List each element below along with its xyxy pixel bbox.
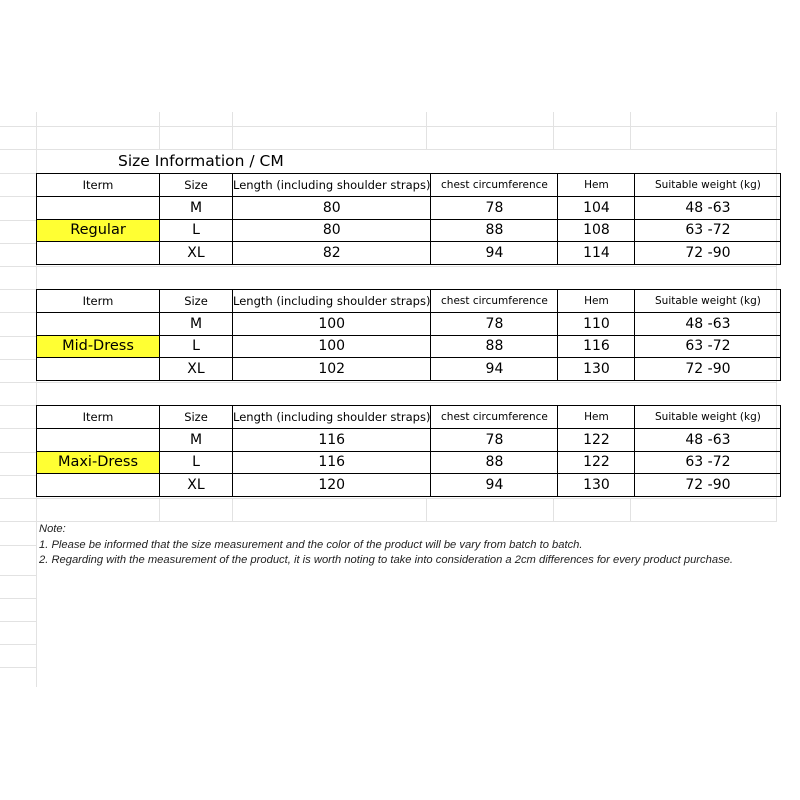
weight-cell: 63 -72 [635, 451, 781, 474]
header-weight: Suitable weight (kg) [635, 174, 781, 197]
chest-cell: 88 [431, 219, 558, 242]
length-cell: 102 [233, 358, 431, 381]
category-label-regular: Regular [37, 219, 160, 242]
hem-cell: 108 [558, 219, 635, 242]
table-row [37, 428, 781, 451]
table-row [37, 219, 781, 242]
table-header-row [37, 406, 781, 429]
length-cell: 82 [233, 242, 431, 265]
size-cell: M [160, 196, 233, 219]
table-row [37, 358, 781, 381]
size-cell: L [160, 335, 233, 358]
table-header-row [37, 290, 781, 313]
size-table-maxi-dress [36, 405, 781, 497]
weight-cell: 48 -63 [635, 196, 781, 219]
notes-block [39, 522, 733, 569]
hem-cell: 130 [558, 474, 635, 497]
size-cell: M [160, 428, 233, 451]
notes-heading: Note: [39, 523, 66, 535]
header-weight: Suitable weight (kg) [635, 290, 781, 313]
note-line-1: 1. Please be informed that the size measurement and the color of the product will be vary from batch to batch. [39, 538, 583, 551]
header-item: Iterm [37, 406, 160, 429]
header-item: Iterm [37, 174, 160, 197]
chest-cell: 94 [431, 358, 558, 381]
category-cell-empty [37, 358, 160, 381]
length-cell: 100 [233, 312, 431, 335]
hem-cell: 130 [558, 358, 635, 381]
hem-cell: 122 [558, 451, 635, 474]
chest-cell: 94 [431, 242, 558, 265]
weight-cell: 48 -63 [635, 312, 781, 335]
weight-cell: 63 -72 [635, 335, 781, 358]
header-size: Size [160, 290, 233, 313]
category-label-mid-dress: Mid-Dress [37, 335, 160, 358]
weight-cell: 72 -90 [635, 358, 781, 381]
weight-cell: 72 -90 [635, 242, 781, 265]
header-item: Iterm [37, 290, 160, 313]
table-row [37, 474, 781, 497]
category-cell-empty [37, 242, 160, 265]
length-cell: 80 [233, 196, 431, 219]
category-cell-empty [37, 428, 160, 451]
chest-cell: 78 [431, 428, 558, 451]
size-cell: L [160, 219, 233, 242]
hem-cell: 104 [558, 196, 635, 219]
header-chest: chest circumference [431, 406, 558, 429]
size-table-mid-dress [36, 289, 781, 381]
hem-cell: 110 [558, 312, 635, 335]
size-cell: XL [160, 474, 233, 497]
chest-cell: 88 [431, 451, 558, 474]
chest-cell: 88 [431, 335, 558, 358]
category-cell-empty [37, 312, 160, 335]
size-cell: M [160, 312, 233, 335]
size-cell: L [160, 451, 233, 474]
weight-cell: 63 -72 [635, 219, 781, 242]
chest-cell: 78 [431, 312, 558, 335]
size-cell: XL [160, 242, 233, 265]
header-size: Size [160, 406, 233, 429]
length-cell: 80 [233, 219, 431, 242]
table-header-row [37, 174, 781, 197]
category-label-maxi-dress: Maxi-Dress [37, 451, 160, 474]
chest-cell: 94 [431, 474, 558, 497]
note-line-2: 2. Regarding with the measurement of the product, it is worth noting to take into consideration a 2cm differences for every product purchase. [39, 554, 733, 567]
header-length: Length (including shoulder straps) [233, 290, 431, 313]
category-cell-empty [37, 474, 160, 497]
size-table-regular [36, 173, 781, 265]
header-length: Length (including shoulder straps) [233, 406, 431, 429]
weight-cell: 72 -90 [635, 474, 781, 497]
header-hem: Hem [558, 406, 635, 429]
length-cell: 100 [233, 335, 431, 358]
chest-cell: 78 [431, 196, 558, 219]
category-cell-empty [37, 196, 160, 219]
table-row [37, 451, 781, 474]
length-cell: 116 [233, 451, 431, 474]
table-row [37, 335, 781, 358]
hem-cell: 116 [558, 335, 635, 358]
table-row [37, 312, 781, 335]
header-chest: chest circumference [431, 174, 558, 197]
hem-cell: 122 [558, 428, 635, 451]
page-title: Size Information / CM [118, 152, 284, 170]
header-chest: chest circumference [431, 290, 558, 313]
length-cell: 116 [233, 428, 431, 451]
weight-cell: 48 -63 [635, 428, 781, 451]
table-row [37, 196, 781, 219]
table-row [37, 242, 781, 265]
header-size: Size [160, 174, 233, 197]
length-cell: 120 [233, 474, 431, 497]
size-cell: XL [160, 358, 233, 381]
header-weight: Suitable weight (kg) [635, 406, 781, 429]
header-hem: Hem [558, 290, 635, 313]
header-hem: Hem [558, 174, 635, 197]
hem-cell: 114 [558, 242, 635, 265]
header-length: Length (including shoulder straps) [233, 174, 431, 197]
